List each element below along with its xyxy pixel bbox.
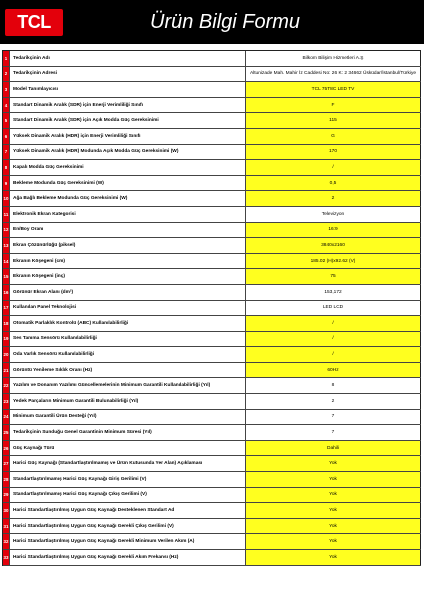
row-value: 8 [246,378,421,393]
row-value: / [246,347,421,362]
row-value: Yok [246,488,421,503]
row-number: 7 [3,145,10,160]
row-value: 7 [246,425,421,440]
table-row [3,332,421,348]
row-number: 21 [3,363,10,378]
row-label: Güç Kaynağı Türü [10,441,246,456]
row-label: Harici Standartlaştırılmış Uygun Güç Kaynağı Gerekli Çıkış Gerilimi (V) [10,519,246,534]
table-row [3,285,421,301]
table-row [3,207,421,223]
row-label: Harici Standartlaştırılmış Uygun Güç Kaynağı Desteklenen Standart Ad [10,503,246,518]
row-number: 30 [3,503,10,518]
table-row [3,269,421,285]
row-label: Yazılım ve Donanım Yazılımı Güncellemelerinin Minimum Garantili Kullanılabilirliği (Yıl) [10,378,246,393]
table-row [3,98,421,114]
row-value: 7 [246,410,421,425]
row-number: 29 [3,488,10,503]
row-value: Televizyon [246,207,421,222]
row-value: / [246,332,421,347]
row-value: / [246,316,421,331]
row-number: 12 [3,223,10,238]
row-label: Oda Varlık Sensörü Kullanılabilirliği [10,347,246,362]
logo-text: TCL [17,12,51,32]
row-number: 28 [3,472,10,487]
row-number: 25 [3,425,10,440]
row-number: 1 [3,51,10,66]
table-row [3,394,421,410]
row-number: 3 [3,82,10,97]
table-row [3,191,421,207]
table-row [3,519,421,535]
table-row [3,410,421,426]
row-label: En/Boy Oranı [10,223,246,238]
row-value: Yok [246,550,421,565]
header-bar [0,0,424,44]
table-row [3,301,421,317]
row-value: Yok [246,534,421,549]
row-value: 2 [246,394,421,409]
row-number: 13 [3,238,10,253]
row-label: Harici Standartlaştırılmış Uygun Güç Kaynağı Gerekli Akım Frekansı (Hz) [10,550,246,565]
row-number: 15 [3,269,10,284]
row-number: 10 [3,191,10,206]
table-row [3,534,421,550]
row-value: 170 [246,145,421,160]
row-number: 8 [3,160,10,175]
row-number: 32 [3,534,10,549]
row-value: 0,5 [246,176,421,191]
row-label: Kapalı Modda Güç Gereksinimi [10,160,246,175]
table-row [3,425,421,441]
row-label: Tedarikçinin Adresi [10,67,246,82]
row-label: Ekranın Köşegeni (inç) [10,269,246,284]
row-label: Tedarikçinin Sunduğu Genel Garantinin Minimum Süresi (Yıl) [10,425,246,440]
row-label: Bekleme Modunda Güç Gereksinimi (W) [10,176,246,191]
table-row [3,160,421,176]
row-number: 26 [3,441,10,456]
row-value: LED LCD [246,301,421,316]
row-value: Yok [246,503,421,518]
table-row [3,488,421,504]
row-label: Standartlaştırılmamış Harici Güç Kaynağı Çıkış Gerilimi (V) [10,488,246,503]
table-row [3,550,421,566]
row-number: 24 [3,410,10,425]
row-value: / [246,160,421,175]
row-label: Yüksek Dinamik Aralık (HDR) için Enerji Verimliliği Sınıfı [10,129,246,144]
row-value: 16:9 [246,223,421,238]
row-number: 27 [3,456,10,471]
table-row [3,238,421,254]
row-number: 2 [3,67,10,82]
row-number: 31 [3,519,10,534]
table-row [3,51,421,67]
row-number: 16 [3,285,10,300]
row-label: Görüntü Yenileme Sıklık Oranı (Hz) [10,363,246,378]
row-number: 9 [3,176,10,191]
row-label: Yüksek Dinamik Aralık (HDR) Modunda Açık Modda Güç Gereksinimi (W) [10,145,246,160]
row-value: 153,172 [246,285,421,300]
row-label: Ekran Çözünürlüğü (piksel) [10,238,246,253]
table-row [3,472,421,488]
row-value: 60Hz [246,363,421,378]
table-row [3,503,421,519]
row-value: Bilkom Bilişim Hizmetleri A.Ş [246,51,421,66]
row-label: Standart Dinamik Aralık (SDR) için Enerji Verimliliği Sınıfı [10,98,246,113]
row-value: Yok [246,456,421,471]
table-row [3,347,421,363]
row-label: Elektronik Ekran Kategorisi [10,207,246,222]
table-row [3,378,421,394]
row-label: Ekranın Köşegeni (cm) [10,254,246,269]
table-row [3,316,421,332]
row-number: 14 [3,254,10,269]
row-label: Tedarikçinin Adı [10,51,246,66]
row-label: Model Tanımlayıcısı [10,82,246,97]
row-value: 75 [246,269,421,284]
row-value: Dahili [246,441,421,456]
row-value: 2 [246,191,421,206]
row-number: 5 [3,113,10,128]
table-row [3,223,421,239]
table-row [3,176,421,192]
row-value: G [246,129,421,144]
table-row [3,363,421,379]
row-label: Standart Dinamik Aralık (SDR) için Açık Modda Güç Gereksinimi [10,113,246,128]
row-number: 19 [3,332,10,347]
row-value: TCL 75T8C LED TV [246,82,421,97]
table-row [3,145,421,161]
table-row [3,254,421,270]
row-value: Yok [246,472,421,487]
row-number: 11 [3,207,10,222]
row-label: Görünür Ekran Alanı (dm²) [10,285,246,300]
row-label: Minimum Garantili Ürün Desteği (Yıl) [10,410,246,425]
row-number: 23 [3,394,10,409]
row-number: 20 [3,347,10,362]
row-value: Altunizade Mah. Mahir İz Caddesi No: 26 K: 2 34662 Üsküdar/İstanbul/Türkiye [246,67,421,82]
row-number: 18 [3,316,10,331]
page-title: Ürün Bilgi Formu [150,11,301,33]
row-label: Ses Tanıma Sensörü Kullanılabilirliği [10,332,246,347]
table-row [3,441,421,457]
row-value: 185.02 (H)x92.62 (V) [246,254,421,269]
table-row [3,82,421,98]
row-number: 33 [3,550,10,565]
row-label: Yedek Parçaların Minimum Garantili Bulunabilirliği (Yıl) [10,394,246,409]
row-number: 17 [3,301,10,316]
row-label: Ağa Bağlı Bekleme Modunda Güç Gereksinimi (W) [10,191,246,206]
row-label: Standartlaştırılmamış Harici Güç Kaynağı Giriş Gerilimi (V) [10,472,246,487]
row-label: Harici Standartlaştırılmış Uygun Güç Kaynağı Gerekli Minimum Verilen Akım (A) [10,534,246,549]
row-value: 115 [246,113,421,128]
row-value: F [246,98,421,113]
row-label: Otomatik Parlaklık Kontrolü (ABC) Kullanılabilirliği [10,316,246,331]
tcl-logo [5,9,63,36]
table-row [3,129,421,145]
row-number: 22 [3,378,10,393]
row-value: 3840x2160 [246,238,421,253]
table-row [3,456,421,472]
table-row [3,113,421,129]
table-row [3,67,421,83]
row-value: Yok [246,519,421,534]
row-number: 6 [3,129,10,144]
row-label: Harici Güç Kaynağı (Standartlaştırılmamış ve Ürün Kutusunda Yer Alan) Açıklaması [10,456,246,471]
product-info-table [2,50,421,566]
row-label: Kullanılan Panel Teknolojisi [10,301,246,316]
row-number: 4 [3,98,10,113]
